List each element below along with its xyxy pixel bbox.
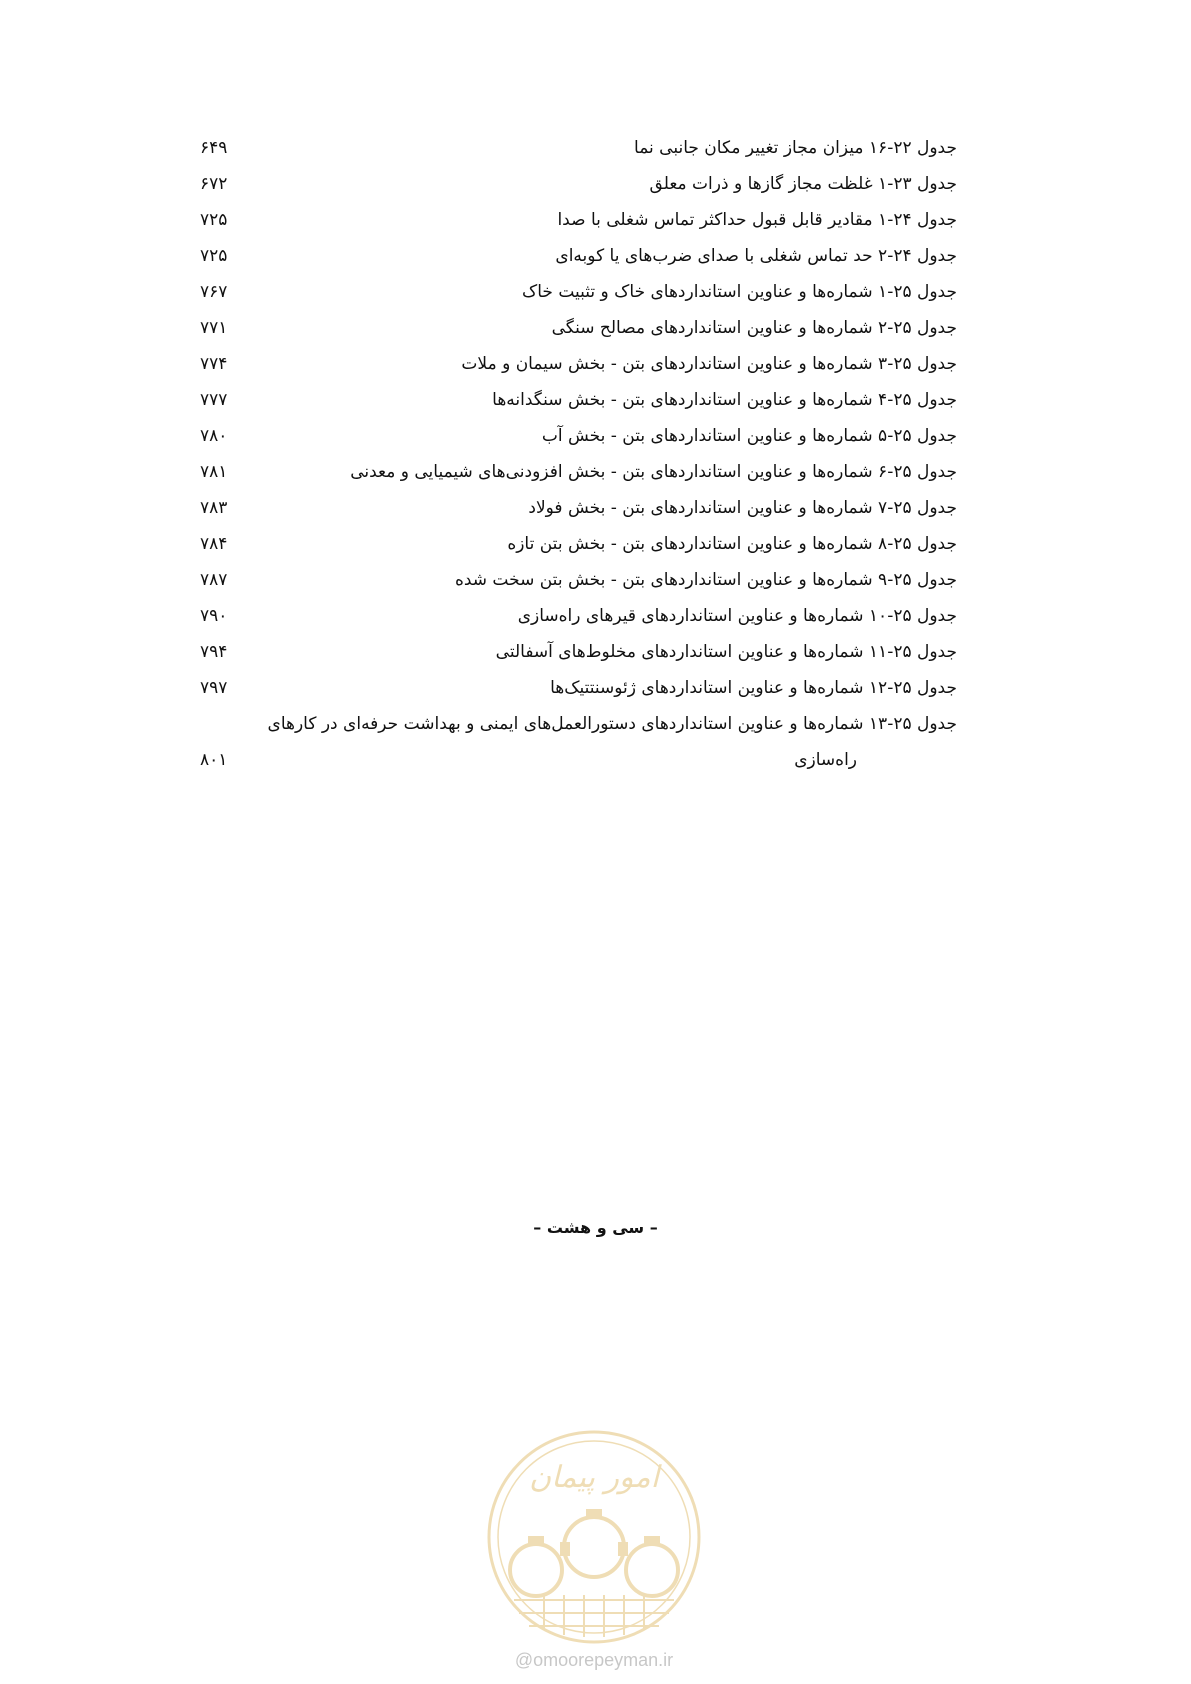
toc-row[interactable]: [200, 670, 957, 706]
toc-page-number: ۷۸۱: [200, 462, 228, 482]
watermark-url-text: omoorepeyman.ir: [533, 1650, 674, 1670]
toc-row[interactable]: [200, 454, 957, 490]
toc-page-number: ۷۸۳: [200, 498, 228, 518]
watermark-url: [474, 1650, 714, 1671]
toc-page-number: ۶۷۲: [200, 174, 228, 194]
toc-page-number: ۷۸۴: [200, 534, 228, 554]
toc-page-number: ۷۹۴: [200, 642, 228, 662]
toc-title: جدول ۲۲-۱۶ میزان مجاز تغییر مکان جانبی نما: [634, 138, 957, 158]
toc-title: جدول ۲۵-۵ شماره‌ها و عناوین استانداردهای بتن - بخش آب: [541, 426, 957, 446]
toc-page-number: ۷۷۷: [200, 390, 228, 410]
watermark-logo-text: امور پیمان: [529, 1460, 659, 1495]
toc-row[interactable]: [200, 598, 957, 634]
toc-title: جدول ۲۵-۷ شماره‌ها و عناوین استانداردهای بتن - بخش فولاد: [528, 498, 957, 518]
toc-row[interactable]: [200, 166, 957, 202]
toc-title: جدول ۲۵-۴ شماره‌ها و عناوین استانداردهای بتن - بخش سنگدانه‌ها: [492, 390, 957, 410]
toc-page-number: ۷۸۰: [200, 426, 228, 446]
watermark: [474, 1425, 714, 1675]
toc-title: جدول ۲۵-۸ شماره‌ها و عناوین استانداردهای بتن - بخش بتن تازه: [507, 534, 957, 554]
toc-row[interactable]: [200, 634, 957, 670]
toc-row[interactable]: [200, 490, 957, 526]
toc-page-number: ۷۶۷: [200, 282, 228, 302]
at-icon: @: [514, 1650, 534, 1670]
toc-page-number: ۷۹۷: [200, 678, 228, 698]
toc-page-number: ۷۲۵: [200, 246, 228, 266]
page-number-footer: – سی و هشت –: [533, 1218, 658, 1237]
toc-page-number: ۶۴۹: [200, 138, 228, 158]
toc-page-number: ۷۸۷: [200, 570, 228, 590]
toc-title-line: جدول ۲۵-۱۳ شماره‌ها و عناوین استانداردهای دستورالعمل‌های ایمنی و بهداشت حرفه‌ای در کارهای: [267, 714, 957, 734]
toc-title: جدول ۲۵-۱۱ شماره‌ها و عناوین استانداردهای مخلوط‌های آسفالتی: [495, 642, 957, 662]
watermark-logo: [474, 1425, 714, 1650]
toc-row[interactable]: [200, 418, 957, 454]
toc-title: جدول ۲۵-۹ شماره‌ها و عناوین استانداردهای بتن - بخش بتن سخت شده: [454, 570, 957, 590]
toc-title: جدول ۲۵-۳ شماره‌ها و عناوین استانداردهای بتن - بخش سیمان و ملات: [461, 354, 957, 374]
toc-title: جدول ۲۵-۱ شماره‌ها و عناوین استانداردهای خاک و تثبیت خاک: [522, 282, 957, 302]
toc-row[interactable]: [200, 274, 957, 310]
toc-title: جدول ۲۵-۱۲ شماره‌ها و عناوین استانداردهای ژئوسنتتیک‌ها: [550, 678, 957, 698]
toc-title: جدول ۲۳-۱ غلظت مجاز گازها و ذرات معلق: [649, 174, 957, 194]
toc-row[interactable]: [200, 706, 957, 778]
toc-row[interactable]: [200, 310, 957, 346]
toc-page-number: ۷۲۵: [200, 210, 228, 230]
toc-row[interactable]: [200, 526, 957, 562]
toc-row[interactable]: [200, 238, 957, 274]
toc-row[interactable]: [200, 346, 957, 382]
toc-title: جدول ۲۵-۱۰ شماره‌ها و عناوین استانداردهای قیرهای راه‌سازی: [517, 606, 957, 626]
toc-row[interactable]: [200, 382, 957, 418]
toc-title-continuation: راه‌سازی: [794, 750, 857, 770]
toc-page-number: ۸۰۱: [200, 750, 228, 770]
toc-title: جدول ۲۵-۲ شماره‌ها و عناوین استانداردهای مصالح سنگی: [551, 318, 957, 338]
toc-title: جدول ۲۴-۲ حد تماس شغلی با صدای ضرب‌های یا کوبه‌ای: [555, 246, 957, 266]
toc-page-number: ۷۷۱: [200, 318, 228, 338]
toc-row[interactable]: [200, 562, 957, 598]
toc-title: [268, 706, 957, 778]
toc-title: جدول ۲۵-۶ شماره‌ها و عناوین استانداردهای بتن - بخش افزودنی‌های شیمیایی و معدنی: [350, 462, 957, 482]
toc-page-number: ۷۷۴: [200, 354, 228, 374]
toc-title: جدول ۲۴-۱ مقادیر قابل قبول حداکثر تماس شغلی با صدا: [557, 210, 957, 230]
toc-row[interactable]: [200, 202, 957, 238]
toc-page-number: ۷۹۰: [200, 606, 228, 626]
toc-row[interactable]: [200, 130, 957, 166]
table-of-contents: [200, 130, 957, 778]
